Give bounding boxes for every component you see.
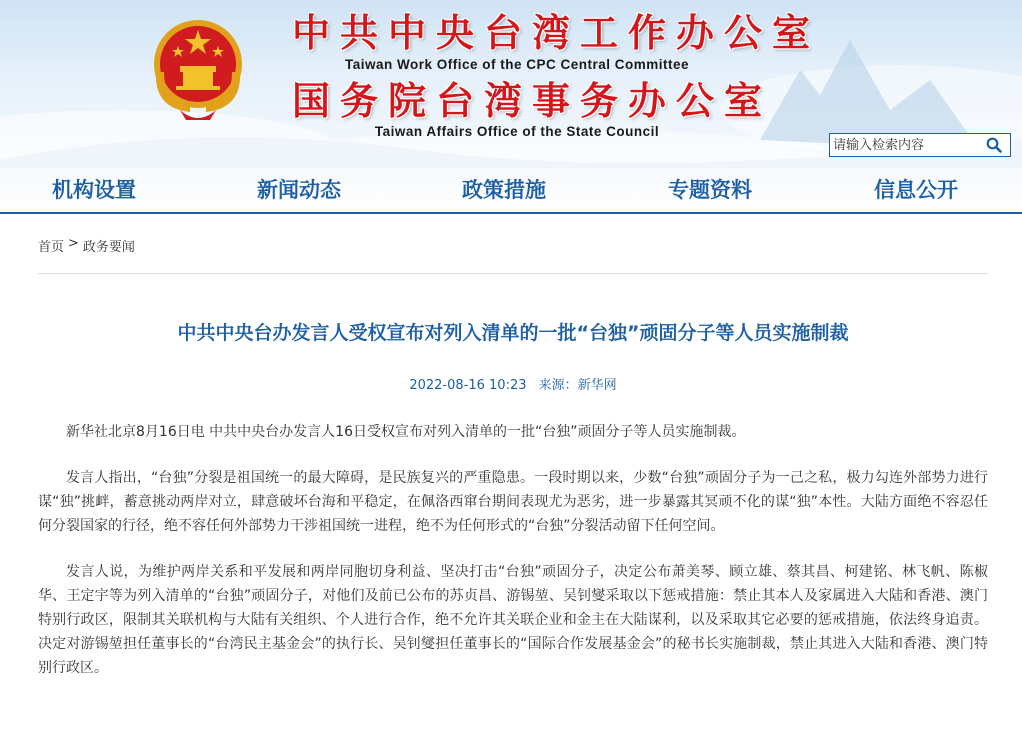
article-title: 中共中央台办发言人受权宣布对列入清单的一批“台独”顽固分子等人员实施制裁 — [177, 322, 849, 344]
article-date: 2022-08-16 10:23 — [409, 378, 527, 393]
main-nav — [0, 168, 1022, 214]
office-title-cn-state-council: 国务院台湾事务办公室 — [292, 78, 773, 123]
breadcrumb-current-link[interactable]: 政务要闻 — [82, 240, 135, 255]
nav-item-policies[interactable]: 政策措施 — [462, 178, 546, 202]
article-paragraph: 发言人指出，“台独”分裂是祖国统一的最大障碍，是民族复兴的严重隐患。一段时期以来，少数“台独”顽固分子为一己之私，极力勾连外部势力进行谋“独”挑衅，蓄意挑动两岸对立，肆意破坏台海和平稳定，在佩洛西窜台期间表现尤为恶劣，进一步暴露其冥顽不化的谋“独”本性。大陆方面绝不容忍任何分裂国家的行径，绝不容任何外部势力干涉祖国统一进程，绝不为任何形式的“台独”分裂活动留下任何空间。 — [38, 470, 988, 534]
article-paragraph: 发言人说，为维护两岸关系和平发展和两岸同胞切身利益、坚决打击“台独”顽固分子，决定公布萧美琴、顾立雄、蔡其昌、柯建铭、林飞帆、陈椒华、王定宇等为列入清单的“台独”顽固分子，对他们及前已公布的苏贞昌、游锡堃、吴钊燮采取以下惩戒措施：禁止其本人及家属进入大陆和香港、澳门特别行政区，限制其关联机构与大陆有关组织、个人进行合作，绝不允许其关联企业和金主在大陆谋利，以及采取其它必要的惩戒措施，依法终身追责。决定对游锡堃担任董事长的“台湾民主基金会”的执行长、吴钊燮担任董事长的“国际合作发展基金会”的秘书长实施制裁，禁止其进入大陆和香港、澳门特别行政区。 — [38, 564, 988, 676]
breadcrumb-separator: > — [68, 236, 79, 251]
nav-item-disclosure[interactable]: 信息公开 — [874, 178, 958, 202]
office-title-en-state-council: Taiwan Affairs Office of the State Council — [374, 124, 660, 139]
article-meta — [38, 374, 988, 393]
content-divider — [38, 273, 988, 274]
breadcrumb-home-link[interactable]: 首页 — [38, 240, 65, 255]
nav-item-news[interactable]: 新闻动态 — [257, 178, 341, 202]
article-paragraph: 新华社北京8月16日电 中共中央台办发言人16日受权宣布对列入清单的一批“台独”顽固分子等人员实施制裁。 — [66, 424, 746, 440]
national-emblem-icon — [150, 12, 246, 126]
search-icon — [986, 137, 1002, 153]
nav-item-organization[interactable]: 机构设置 — [52, 178, 136, 202]
site-header — [0, 0, 1022, 168]
search-button[interactable] — [980, 134, 1008, 156]
office-title-cn-cpc: 中共中央台湾工作办公室 — [292, 10, 821, 55]
office-title-en-cpc: Taiwan Work Office of the CPC Central Committee — [344, 57, 690, 72]
article-body — [38, 420, 988, 702]
nav-item-topics[interactable]: 专题资料 — [668, 178, 752, 202]
article-source: 来源：新华网 — [538, 378, 617, 393]
search-box — [829, 133, 1011, 157]
breadcrumb — [38, 236, 135, 255]
search-input[interactable] — [830, 134, 980, 156]
